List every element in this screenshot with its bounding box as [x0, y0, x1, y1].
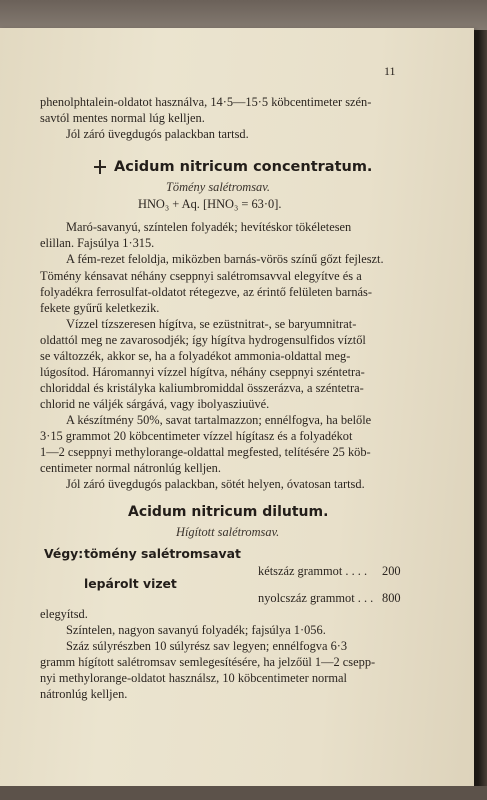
- paragraph-line: oldattól meg ne zavarosodjék; így hígítva hydrogensulfidos víztől: [40, 333, 366, 347]
- recipe-item-name: tömény salétromsavat: [84, 546, 241, 561]
- paragraph-line: Száz súlyrészben 10 súlyrész sav legyen; ennélfogva 6·3: [66, 639, 348, 653]
- paragraph-line: Színtelen, nagyon savanyú folyadék; fajsúlya 1·056.: [66, 623, 326, 637]
- cross-icon: [94, 160, 106, 174]
- recipe-label: Végy:: [44, 546, 84, 561]
- recipe-item-amount: 800: [382, 591, 401, 605]
- paragraph-line: se változzék, akkor se, ha a folyadékot ammonia-oldattal meg-: [40, 349, 351, 363]
- recipe-item-name: lepárolt vizet: [84, 576, 177, 591]
- paragraph-line: Maró-savanyú, színtelen folyadék; hevítéskor tökéletesen: [66, 220, 352, 234]
- page-number: 11: [384, 64, 396, 78]
- paragraph-line: lúgosítod. Háromannyi vízzel hígítva, néhány cseppnyi széntetra-: [40, 365, 365, 379]
- paragraph-line: Tömény kénsavat néhány cseppnyi salétromsavval elegyítve és a: [40, 269, 362, 283]
- paragraph-line: Jól záró üvegdugós palackban, sötét helyen, óvatosan tartsd.: [66, 477, 365, 491]
- recipe-item-amount: 200: [382, 564, 401, 578]
- paragraph-line: Vízzel tízszeresen hígítva, se ezüstnitrat-, se baryumnitrat-: [66, 317, 357, 331]
- section-subtitle: Tömény salétromsav.: [166, 180, 270, 194]
- intro-line: savtól mentes normal lúg kelljen.: [40, 111, 205, 125]
- paragraph-line: chloriddal és kristályka kaliumbromiddal összerázva, a széntetra-: [40, 381, 364, 395]
- section-title: Acidum nitricum concentratum.: [114, 159, 373, 175]
- chemical-formula: HNO₃ + Aq. [HNO₃ = 63·0].: [138, 197, 282, 211]
- section-subtitle: Hígított salétromsav.: [176, 525, 280, 539]
- paragraph-line: 1—2 cseppnyi methylorange-oldattal megfested, telítésére 25 köb-: [40, 445, 371, 459]
- background-bottom: [0, 786, 487, 800]
- paragraph-line: centimeter normal nátronlúg kelljen.: [40, 461, 221, 475]
- paragraph-line: nátronlúg kelljen.: [40, 687, 128, 701]
- recipe-item-amount-text: nyolcszáz grammot . . .: [258, 591, 374, 605]
- recipe-closing: elegyítsd.: [40, 607, 88, 621]
- paragraph-line: elillan. Fajsúlya 1·315.: [40, 236, 155, 250]
- intro-line: Jól záró üvegdugós palackban tartsd.: [66, 127, 249, 141]
- recipe-item-amount-text: kétszáz grammot . . . .: [258, 564, 368, 578]
- paragraph-line: A készítmény 50%, savat tartalmazzon; ennélfogva, ha belőle: [66, 413, 372, 427]
- paragraph-line: fekete gyűrű keletkezik.: [40, 301, 160, 315]
- paragraph-line: nyi methylorange-oldatot használsz, 10 köbcentimeter normal: [40, 671, 347, 685]
- paragraph-line: folyadékra ferrosulfat-oldatot rétegezve, az érintő felületen barnás-: [40, 285, 372, 299]
- section-title: Acidum nitricum dilutum.: [128, 504, 329, 520]
- paragraph-line: chlorid ne váljék sárgává, vagy ibolyasziuüvé.: [40, 397, 270, 411]
- intro-line: phenolphtalein-oldatot használva, 14·5—15·5 köbcentimeter szén-: [40, 95, 372, 109]
- paragraph-line: 3·15 grammot 20 köbcentimeter vízzel hígítasz és a folyadékot: [40, 429, 353, 443]
- paragraph-line: gramm hígított salétromsav semlegesítésére, ha jelzőül 1—2 csepp-: [40, 655, 376, 669]
- paragraph-line: A fém-rezet feloldja, miközben barnás-vörös színű gőzt fejleszt.: [66, 252, 384, 266]
